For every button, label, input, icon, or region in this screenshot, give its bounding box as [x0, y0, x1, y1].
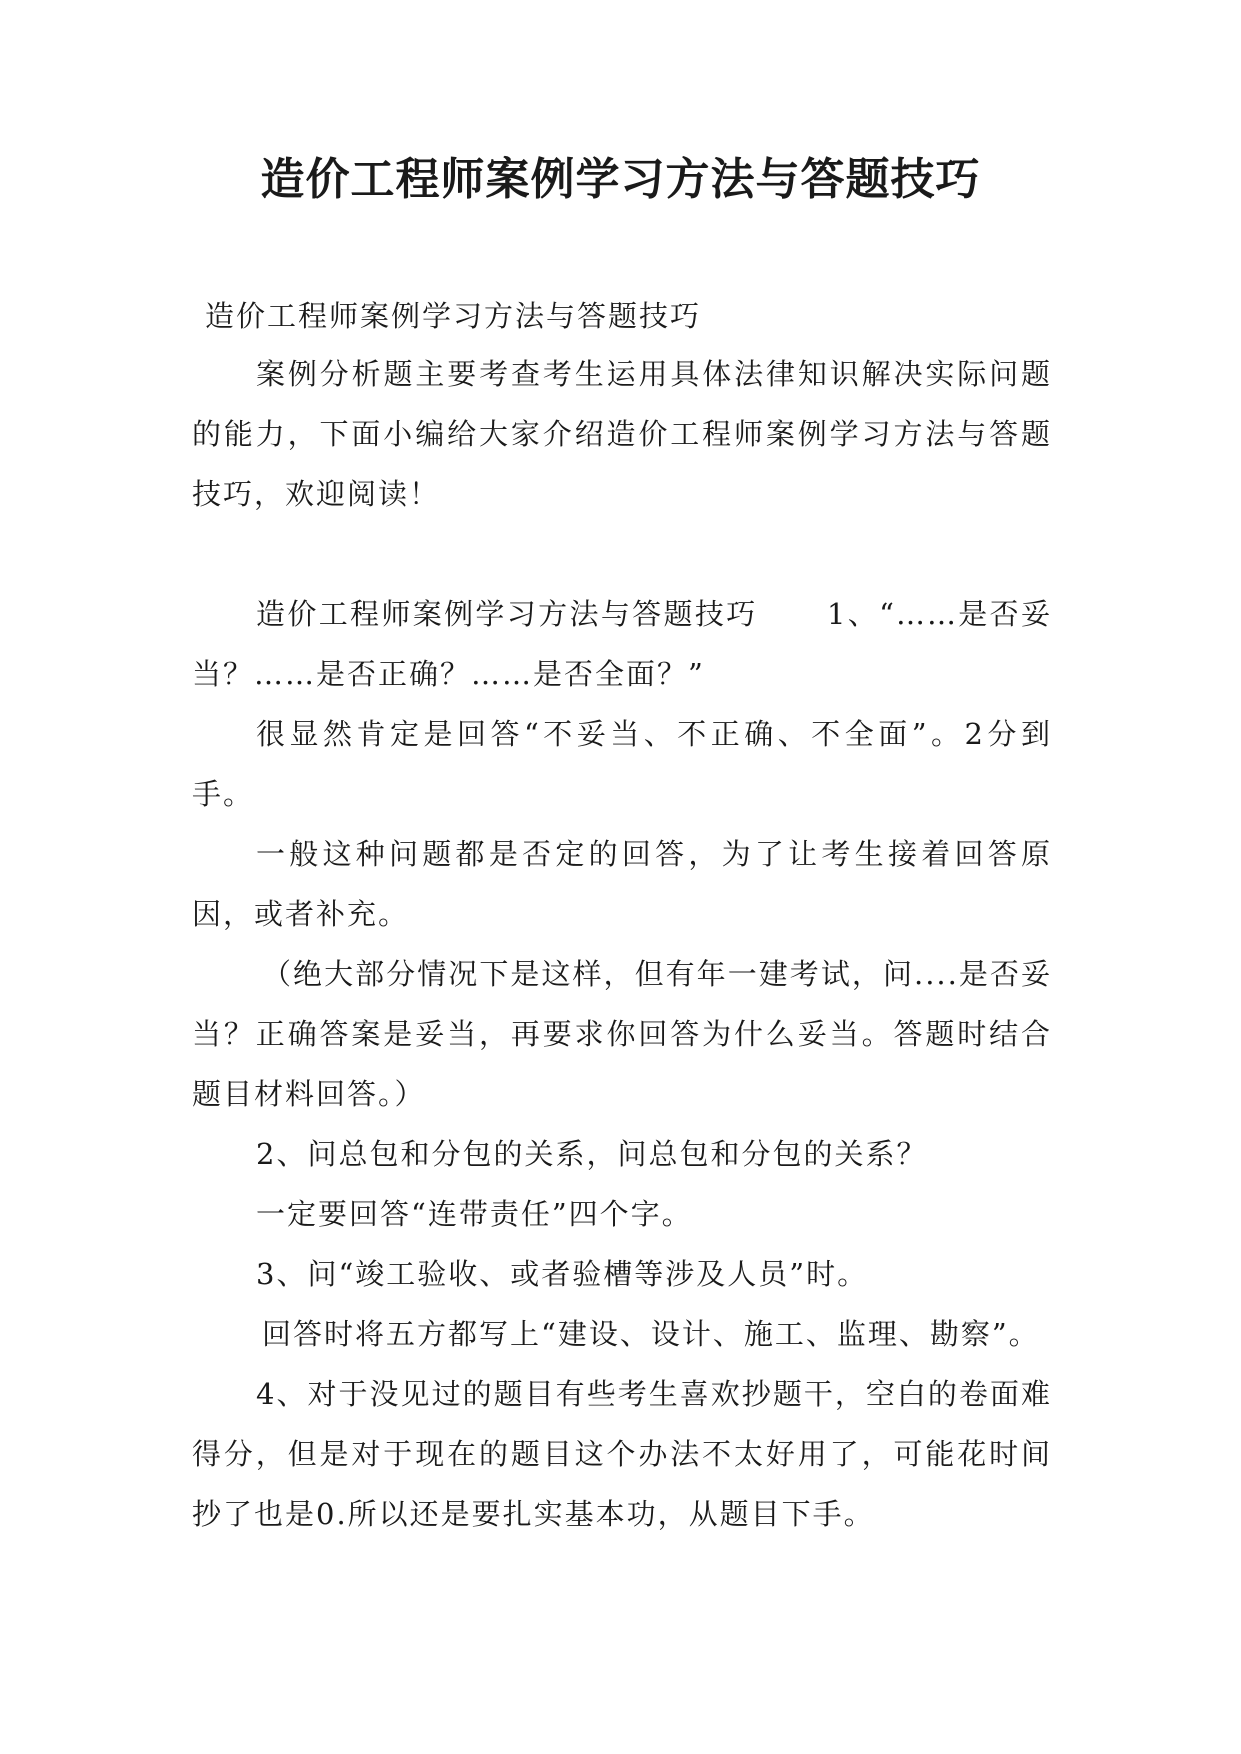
- item1-note: 一般这种问题都是否定的回答，为了让考生接着回答原因，或者补充。: [192, 837, 1052, 931]
- item1-paragraph: [192, 584, 1052, 704]
- heading-gap: [758, 597, 827, 631]
- item1-exception: （绝大部分情况下是这样，但有年一建考试，问....是否妥当？正确答案是妥当，再要求你回答为什么妥当。答题时结合题目材料回答。）: [192, 957, 1052, 1111]
- intro-paragraph: 案例分析题主要考查考生运用具体法律知识解决实际问题的能力，下面小编给大家介绍造价工程师案例学习方法与答题技巧，欢迎阅读！: [192, 357, 1052, 511]
- item4-paragraph: 4、对于没见过的题目有些考生喜欢抄题干，空白的卷面难得分，但是对于现在的题目这个办法不太好用了，可能花时间抄了也是0.所以还是要扎实基本功，从题目下手。: [192, 1377, 1052, 1531]
- document-title: 造价工程师案例学习方法与答题技巧: [260, 154, 981, 205]
- content-block: [192, 584, 1052, 1544]
- item2-question: 2、问总包和分包的关系，问总包和分包的关系？: [256, 1137, 928, 1171]
- document-subtitle: 造价工程师案例学习方法与答题技巧: [205, 299, 702, 333]
- item3-answer: 回答时将五方都写上“建设、设计、施工、监理、勘察”。: [262, 1317, 1040, 1351]
- item3-question: 3、问“竣工验收、或者验槽等涉及人员”时。: [256, 1257, 869, 1291]
- item1-answer: 很显然肯定是回答“不妥当、不正确、不全面”。2分到手。: [192, 717, 1052, 811]
- item1-question: 1、“……是否妥当？……是否正确？……是否全面？”: [192, 597, 1053, 691]
- item2-answer: 一定要回答“连带责任”四个字。: [256, 1197, 693, 1231]
- section-heading: 造价工程师案例学习方法与答题技巧: [256, 597, 758, 631]
- intro-block: [192, 344, 1052, 524]
